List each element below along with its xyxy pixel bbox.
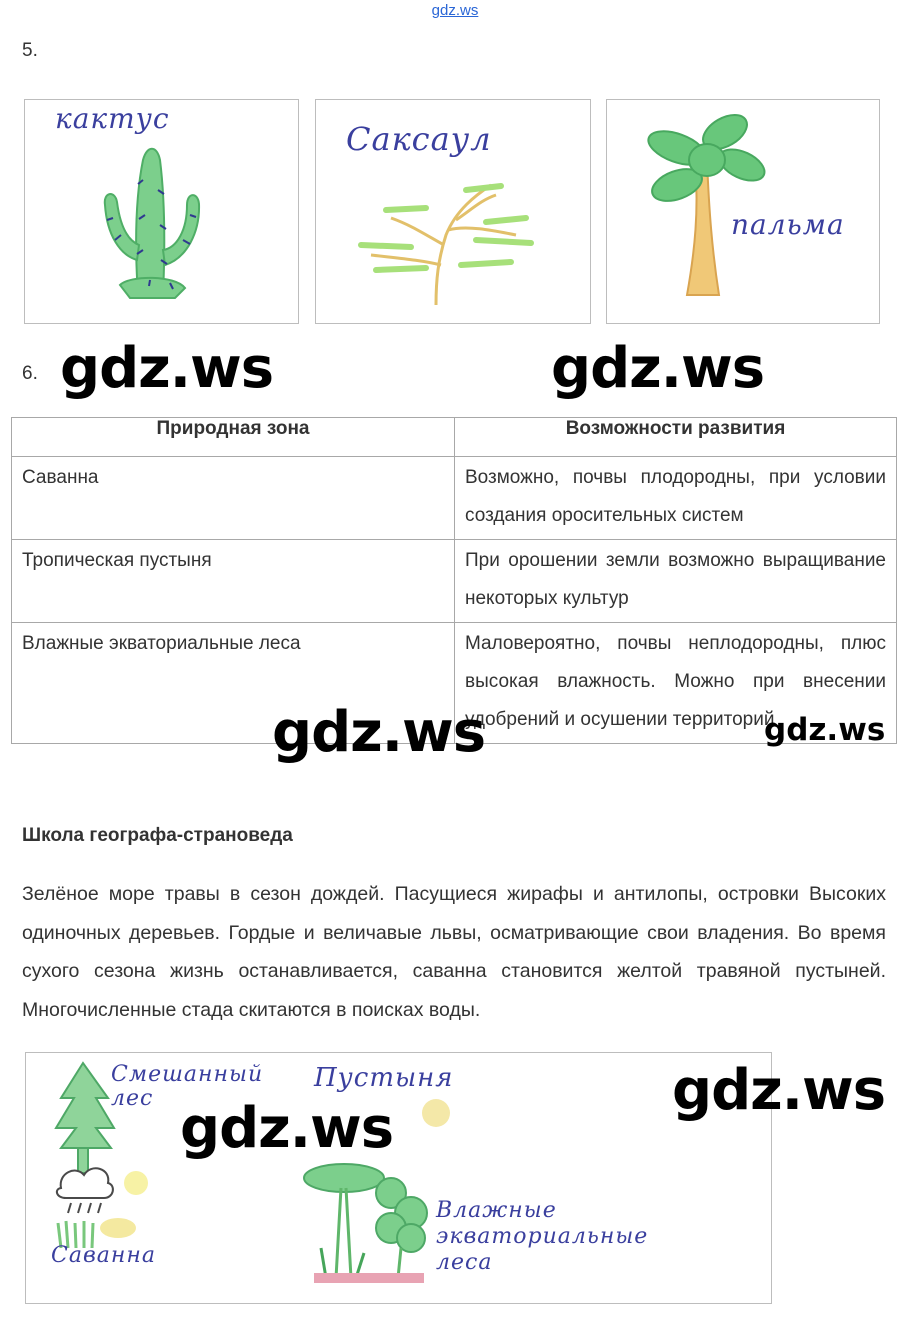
watermark: gdz.ws: [551, 336, 765, 401]
zone-cell: Саванна: [12, 457, 455, 540]
watermark: gdz.ws: [672, 1058, 886, 1123]
rainforest-label: Влажные экваториальные леса: [436, 1198, 649, 1275]
natural-zones-table: [11, 417, 897, 744]
savanna-label: Саванна: [51, 1243, 156, 1268]
palm-caption: пальма: [731, 208, 845, 241]
watermark: gdz.ws: [764, 712, 886, 748]
task-5-number: 5.: [22, 40, 38, 61]
possibility-cell: Маловероятно, почвы неплодородны, плюс высокая влажность. Можно при внесении удобрений и осушении территорий: [455, 623, 897, 744]
watermark: gdz.ws: [272, 700, 486, 765]
saxaul-drawing-icon: [316, 100, 591, 324]
table-row: [12, 457, 897, 540]
saxaul-caption: Саксаул: [346, 120, 492, 158]
section-paragraph: Зелёное море травы в сезон дождей. Пасущиеся жирафы и антилопы, островки Высоких одиночных деревьев. Гордые и величавые львы, осматривающие свои владения. Во время сухого сезона жизнь останавливается, саванна становится желтой травяной пустыней. Многочисленные стада скитаются в поисках воды.: [22, 883, 886, 1021]
header-possibility: Возможности развития: [455, 418, 897, 457]
mixed-forest-label: Смешанный лес: [111, 1062, 264, 1111]
cactus-caption: кактус: [55, 102, 170, 135]
possibility-cell: Возможно, почвы плодородны, при условии создания оросительных систем: [455, 457, 897, 540]
palm-image-frame: [606, 99, 880, 324]
table-row: [12, 540, 897, 623]
watermark: gdz.ws: [180, 1096, 394, 1161]
header-zone: Природная зона: [12, 418, 455, 457]
cactus-drawing-icon: [25, 100, 299, 324]
zone-cell: Влажные экваториальные леса: [12, 623, 455, 744]
section-title: Школа географа-страноведа: [22, 825, 293, 846]
top-watermark-link[interactable]: gdz.ws: [431, 2, 479, 19]
cactus-image-frame: [24, 99, 299, 324]
palm-drawing-icon: [607, 100, 880, 324]
zones-drawing-frame: [25, 1052, 772, 1304]
table-header-row: [12, 418, 897, 457]
saxaul-image-frame: [315, 99, 591, 324]
possibility-cell: При орошении земли возможно выращивание некоторых культур: [455, 540, 897, 623]
zone-cell: Тропическая пустыня: [12, 540, 455, 623]
task-6-number: 6.: [22, 363, 38, 384]
watermark: gdz.ws: [60, 336, 274, 401]
desert-label: Пустыня: [314, 1063, 454, 1093]
